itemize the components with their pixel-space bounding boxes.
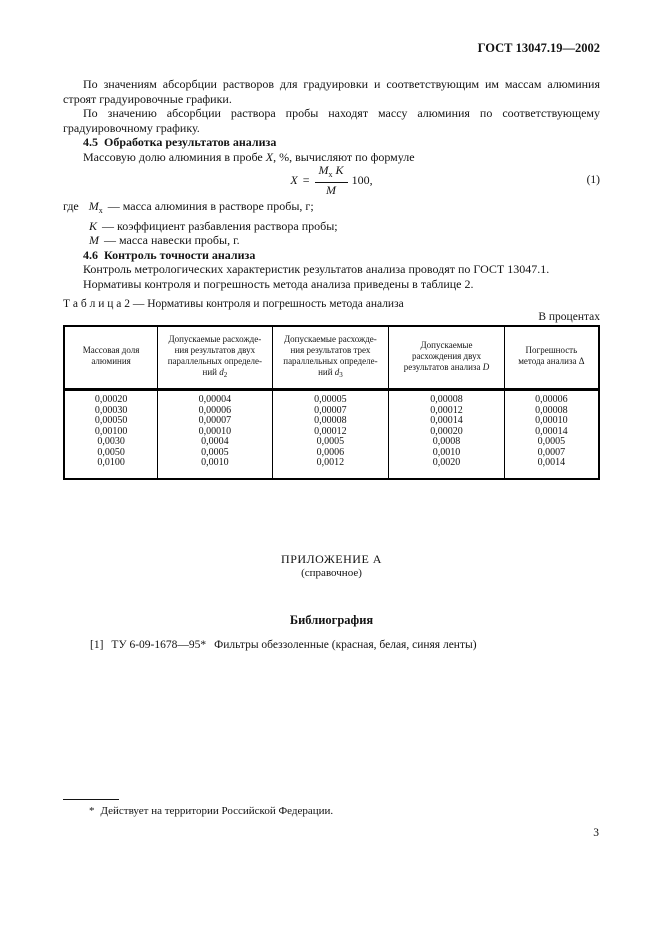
where-item-m [63,233,600,248]
paragraph-line [63,150,600,165]
cell: 0,00006 [158,406,272,417]
heading-number: 4.5 [83,135,98,149]
header-line: параллельных определе- [283,356,378,366]
heading-title: Обработка результатов анализа [104,135,277,149]
heading-4-5 [63,135,600,150]
where-item-mx [63,199,600,219]
footnote-rule [63,799,119,800]
header-text: метода анализа Δ [518,356,585,366]
header-subscript: 3 [339,371,343,379]
header-text: результатов анализа [403,361,483,372]
symbol-m: M [89,233,99,247]
paragraph-mass-fraction [63,150,600,165]
cell: 0,0007 [504,448,599,459]
reference-description: Фильтры обеззоленные (красная, белая, синяя ленты) [214,638,477,651]
cell: 0,0012 [272,458,389,479]
header-line: Допускаемые [420,339,473,350]
cell: 0,00007 [158,416,272,427]
header-line: Допускаемые расхожде- [284,334,377,344]
header-line [392,362,501,376]
header-line [508,356,595,370]
header-symbol: d [219,367,224,377]
cell: 0,00050 [94,415,128,426]
paragraph-line: По значениям абсорбции растворов для градуировки и соответствующим им массам алюминия [83,77,600,91]
header-line [276,367,386,381]
table-row [64,390,599,406]
appendix-title: ПРИЛОЖЕНИЕ А [281,551,382,566]
doc-code-header: ГОСТ 13047.19—2002 [477,41,600,55]
symbol-m: M [318,162,329,177]
footnote-marker: * [89,805,95,817]
cell: 0,00014 [504,427,599,438]
header-symbol: D [482,361,490,372]
cell: 0,0010 [389,448,505,459]
symbol-k: K [89,218,98,233]
table-units-note: В процентах [538,311,600,323]
header-subscript: 2 [223,371,228,379]
footnote-text-line [63,805,600,818]
equation-number: (1) [586,174,600,186]
paragraph-calibration-graphs [63,77,600,106]
cell: 0,00010 [158,427,272,438]
where-lead: где [63,199,79,213]
cell: 0,0010 [158,458,272,479]
heading-title: Контроль точности анализа [104,247,256,262]
header-text: ний [202,367,220,377]
formula-intro-text-tail: , %, вычисляют по формуле [273,149,415,164]
symbol-m-den: M [326,182,337,197]
table-row [64,437,599,448]
paragraph-absorbance-mass [63,106,600,135]
appendix-subtitle: (справочное) [301,566,362,579]
cell: 0,00012 [389,406,505,417]
heading-4-6 [63,248,600,263]
cell: 0,00008 [389,390,505,406]
cell: 0,0030 [97,436,125,447]
col-header-delta [504,326,599,390]
fraction-numerator [315,164,348,183]
cell: 0,00004 [158,390,272,406]
cell: 0,00006 [504,390,599,406]
cell: 0,00010 [504,416,599,427]
cell: 0,0050 [97,446,125,458]
header-line: Погрешность [525,345,578,355]
cell: 0,00020 [94,394,128,405]
paragraph-line: строят градуировочные графики. [63,91,232,106]
page-number: 3 [593,827,599,839]
subscript: x [98,206,103,215]
col-header-d2 [158,326,272,390]
paragraph-line: По значению абсорбции раствора пробы находят массу алюминия по соответствующему [83,106,600,120]
cell: 0,0005 [504,437,599,448]
where-text: — коэффициент разбавления раствора пробы; [102,218,338,233]
bibliography-title: Библиография [289,612,374,627]
cell: 0,0004 [158,437,272,448]
cell: 0,00012 [272,427,389,438]
fraction-denominator [315,183,348,197]
header-line [161,367,268,381]
bibliography-reference [63,638,600,652]
cell: 0,0005 [272,437,389,448]
variable-x: X [265,149,274,164]
appendix-a [63,552,600,580]
col-header-mass-fraction [64,326,158,390]
formula-factor: 100, [351,172,373,187]
paragraph-line: Нормативы контроля и погрешность метода анализа приведены в таблице 2. [83,276,474,291]
symbol-mx: M [88,199,99,213]
header-text: ний [318,367,335,377]
header-symbol: d [334,367,340,377]
cell: 0,00005 [272,390,389,406]
cell: 0,00008 [504,406,599,417]
header-line: ния результатов трех [290,345,371,355]
equals-sign: = [302,172,310,187]
paragraph-control [63,262,600,291]
cell: 0,00007 [272,406,389,417]
symbol-k: K [335,162,344,177]
col-header-D [389,326,505,390]
table-2-norms [63,325,600,480]
formula-lhs: X [290,172,298,187]
reference-code: ТУ 6-09-1678—95* [111,638,207,651]
formula-intro-text: Массовую долю алюминия в пробе [83,149,266,164]
header-line: ния результатов двух [174,345,256,355]
col-header-d3 [272,326,389,390]
paragraph-line: Контроль метрологических характеристик результатов анализа проводят по ГОСТ 13047.1. [83,262,550,276]
header-line: Допускаемые расхожде- [168,334,262,344]
heading-number: 4.6 [83,247,98,262]
table-caption: Т а б л и ц а 2 — Нормативы контроля и погрешность метода анализа [63,298,404,310]
paragraph-line: градуировочному графику. [63,120,200,135]
formula-1 [63,162,600,197]
where-item-k [63,219,600,234]
header-text: алюминия [91,356,131,366]
cell: 0,0020 [389,458,505,479]
cell: 0,0100 [97,457,125,468]
header-line: расхождения двух [411,350,482,361]
reference-number: [1] [90,638,104,651]
cell: 0,00008 [272,416,389,427]
header-line: Массовая доля [82,345,140,355]
footnote-text: Действует на территории Российской Федерации. [100,805,334,817]
cell: 0,0014 [504,458,599,479]
cell: 0,0006 [272,448,389,459]
header-line: параллельных определе- [167,356,263,366]
cell: 0,00100 [94,425,128,437]
header-line [68,356,154,370]
table-header-row [64,326,599,390]
cell: 0,0008 [389,437,505,448]
subscript-x: x [328,169,333,179]
where-list [63,199,600,248]
table-row [64,416,599,427]
table-row [64,458,599,479]
fraction [315,164,348,197]
footnote [63,799,600,818]
cell: 0,00020 [389,427,505,438]
cell: 0,00030 [94,404,128,416]
where-text: — масса навески пробы, г. [104,233,240,247]
cell: 0,00014 [389,416,505,427]
where-text: — масса алюминия в растворе пробы, г; [107,199,314,213]
cell: 0,0005 [158,448,272,459]
